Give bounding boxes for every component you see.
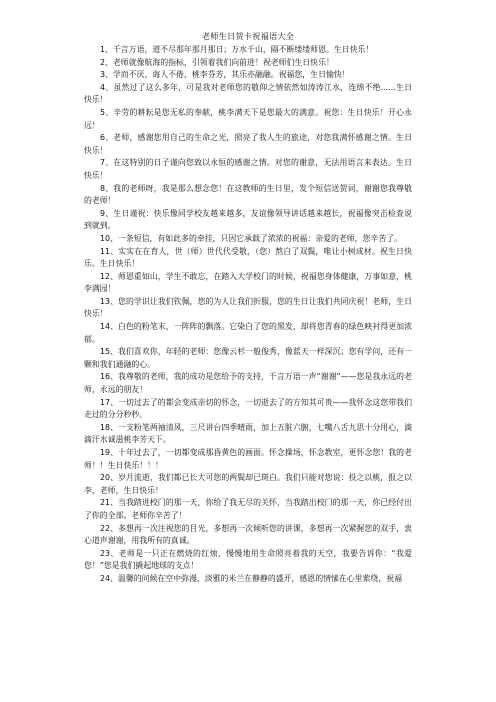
paragraph: 9、生日谨祝：快乐像同学校友越来越多，友谊像领导讲话越来越长，祝福像突击检查说到就到。 bbox=[84, 208, 412, 231]
paragraph: 22、多想再一次注视您的目光，多想再一次倾听您的讲课，多想再一次紧握您的双手，衷心道声谢谢，用我所有的真诚。 bbox=[84, 523, 412, 546]
paragraph: 2、老师就像航海的指标，引领着我们向前进！祝老师们生日快乐！ bbox=[100, 57, 334, 67]
paragraph: 24、温馨的问候在空中弥漫，淡雅的米兰在静静的盛开，感恩的情愫在心里萦绕，祝福 bbox=[100, 573, 402, 583]
paragraph: 1、千言万语，道不尽那年那月那日；万水千山，隔不断缕缕师恩。生日快乐！ bbox=[100, 45, 374, 54]
paragraph: 14、白色的粉笔末，一阵阵的飘落。它染白了您的黑发，却将您青春的绿色映衬得更加浓郁。 bbox=[84, 322, 412, 344]
paragraph: 15、我们喜欢你，年轻的老师：您像云杉一般俊秀，像蓝天一样深沉；您有学问，还有一颗和我们通融的心。 bbox=[84, 347, 412, 369]
paragraph: 13、您的学识让我们钦佩，您的为人让我们折服，您的生日让我们共同庆祝！老师，生日快乐！ bbox=[84, 296, 412, 319]
paragraph: 18、一支粉笔两袖清风，三尺讲台四季晴雨，加上五脏六腑，七嘴八舌九思十分用心，滴滴汗水诚滋桃李芳天下。 bbox=[84, 422, 412, 445]
paragraph: 16、我尊敬的老师，我的成功是您给予的支持，千言万语一声“谢谢”——您是我永远的老师，永远的朋友！ bbox=[84, 372, 412, 395]
paragraph: 7、在这特别的日子谨向您致以永恒的感谢之情。对您的谢意，无法用语言来表达。生日快乐！ bbox=[84, 158, 412, 180]
paragraph: 10、一条短信，有如此多的牵挂，只因它承载了浓浓的祝福：亲爱的老师，您辛苦了。 bbox=[100, 233, 402, 243]
paragraph: 4、虽然过了这么多年，可是我对老师您的敬仰之情依然如涛涛江水，连绵不绝......生日快乐！ bbox=[84, 82, 412, 105]
paragraph: 19、十年过去了，一切都变成那昏黄色的画面。怀念操场，怀念教室，更怀念您！我的老师！！生日快乐！！！ bbox=[84, 448, 412, 470]
paragraph: 12、师恩重如山，学生不敢忘，在踏入大学校门的时候，祝福您身体健康，万事如意，桃李满园！ bbox=[84, 271, 412, 294]
paragraph: 17、一切过去了的都会变成亲切的怀念，一切逝去了的方知其可贵——我怀念这您带我们走过的分分秒秒。 bbox=[84, 397, 412, 420]
paragraph: 11、实实在在育人，世（师）世代代受敬，（您）熬白了双鬓，唯让小树成材。祝生日快乐。生日快乐！ bbox=[84, 246, 412, 269]
document-title: 老师生日贺卡祝福语大全 bbox=[201, 31, 295, 41]
paragraph: 5、辛劳的耕耘是您无私的奉献，桃李满天下是您最大的满意。祝您：生日快乐！开心永远！ bbox=[84, 107, 412, 130]
paragraph: 3、学而不厌，诲人不倦，桃李芬芳，其乐亦融融。祝福您，生日愉快！ bbox=[100, 70, 350, 80]
paragraph: 8、我的老师呀，我是那么想念您！在这教师的生日里，发个短信送贺词，谢谢您我尊敬的老师！ bbox=[84, 183, 412, 206]
paragraph: 20、岁月流逝，我们都已长大可您的两鬓却已斑白。我们只能对您说：投之以桃，报之以李，老师，生日快乐！ bbox=[84, 473, 412, 495]
paragraph: 23、老师是一只正在燃烧的红烛，慢慢地用生命照亮着我的天空，我要告诉你：“我爱您！”您是我们撬起地球的支点！ bbox=[84, 548, 412, 571]
paragraph: 6、老师，感谢您用自己的生命之光，照亮了我人生的旅途，对您我满怀感谢之情。生日快乐！ bbox=[84, 133, 412, 155]
document-body bbox=[84, 44, 412, 586]
paragraph: 21、当我踏进校门的那一天，你给了我无尽的关怀，当我踏出校门的那一天，你已经付出了你的全部。老师你辛苦了！ bbox=[84, 498, 412, 520]
